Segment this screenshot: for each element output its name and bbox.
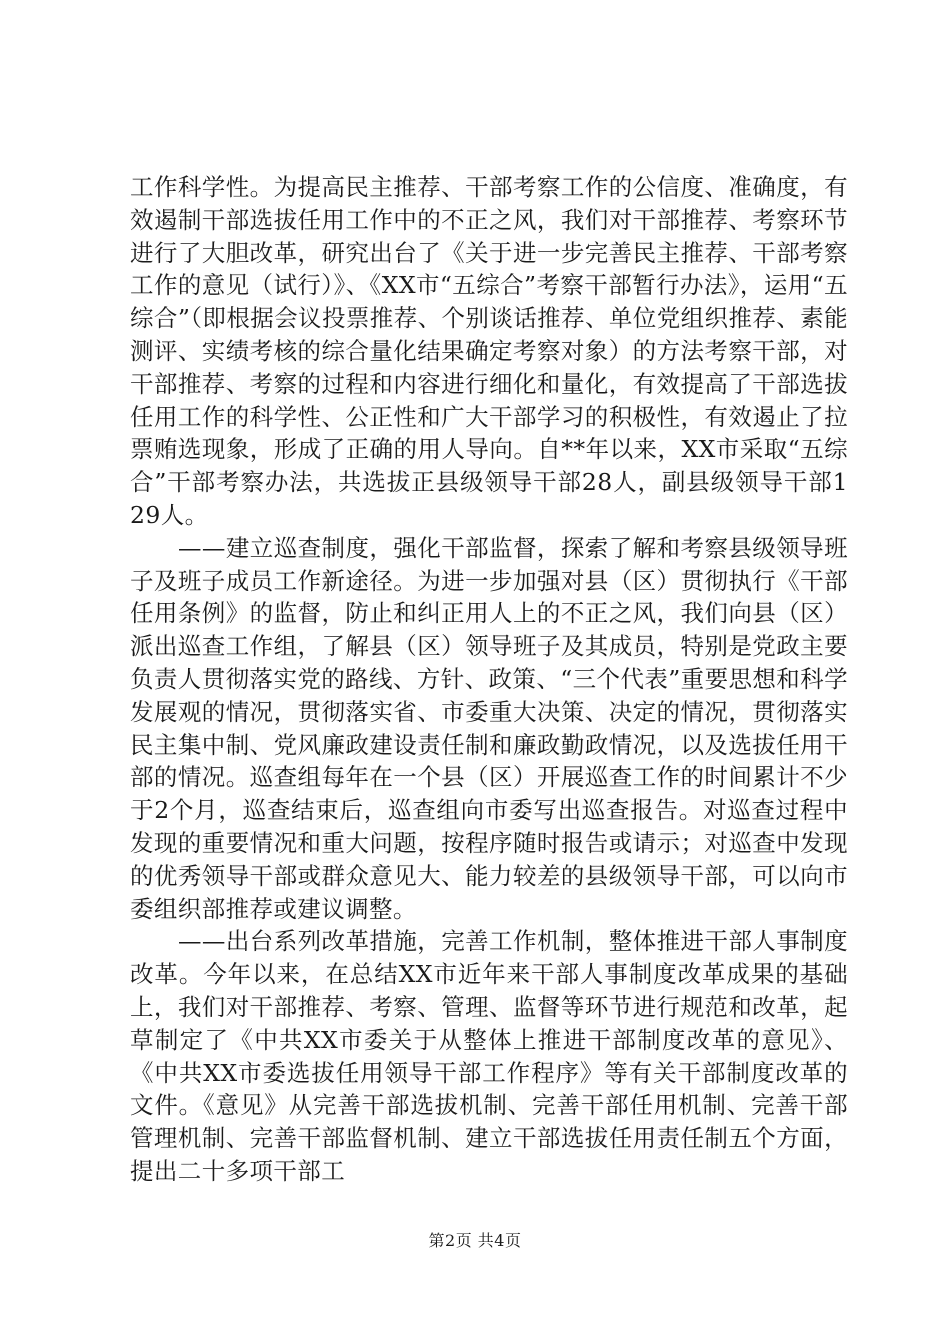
paragraph-reform-measures: ——出台系列改革措施，完善工作机制，整体推进干部人事制度改革。今年以来，在总结XX市近年来干部人事制度改革成果的基础上，我们对干部推荐、考察、管理、监督等环节进行规范和改革，起草制定了《中共XX市委关于从整体上推进干部制度改革的意见》、《中共XX市委选拔任用领导干部工作程序》等有关干部制度改革的文件。《意见》从完善干部选拔机制、完善干部任用机制、完善干部管理机制、完善干部监督机制、建立干部选拔任用责任制五个方面，提出二十多项干部工 (130, 927, 848, 1185)
document-body (130, 171, 848, 1188)
page-number-footer: 第2页 共4页 (428, 1231, 522, 1250)
paragraph-inspection-system: ——建立巡查制度，强化干部监督，探索了解和考察县级领导班子及班子成员工作新途径。为进一步加强对县（区）贯彻执行《干部任用条例》的监督，防止和纠正用人上的不正之风，我们向县（区）派出巡查工作组，了解县（区）领导班子及其成员，特别是党政主要负责人贯彻落实党的路线、方针、政策、“三个代表”重要思想和科学发展观的情况，贯彻落实省、市委重大决策、决定的情况，贯彻落实民主集中制、党风廉政建设责任制和廉政勤政情况，以及选拔任用干部的情况。巡查组每年在一个县（区）开展巡查工作的时间累计不少于2个月，巡查结束后，巡查组向市委写出巡查报告。对巡查过程中发现的重要情况和重大问题，按程序随时报告或请示；对巡查中发现的优秀领导干部或群众意见大、能力较差的县级领导干部，可以向市委组织部推荐或建议调整。 (130, 533, 848, 923)
paragraph-continuation: 工作科学性。为提高民主推荐、干部考察工作的公信度、准确度，有效遏制干部选拔任用工作中的不正之风，我们对干部推荐、考察环节进行了大胆改革，研究出台了《关于进一步完善民主推荐、干部考察工作的意见（试行）》、《XX市“五综合”考察干部暂行办法》，运用“五综合”（即根据会议投票推荐、个别谈话推荐、单位党组织推荐、素能测评、实绩考核的综合量化结果确定考察对象）的方法考察干部，对干部推荐、考察的过程和内容进行细化和量化，有效提高了干部选拔任用工作的科学性、公正性和广大干部学习的积极性，有效遏止了拉票贿选现象，形成了正确的用人导向。自**年以来，XX市采取“五综合”干部考察办法，共选拔正县级领导干部28人，副县级领导干部129人。 (130, 173, 848, 529)
